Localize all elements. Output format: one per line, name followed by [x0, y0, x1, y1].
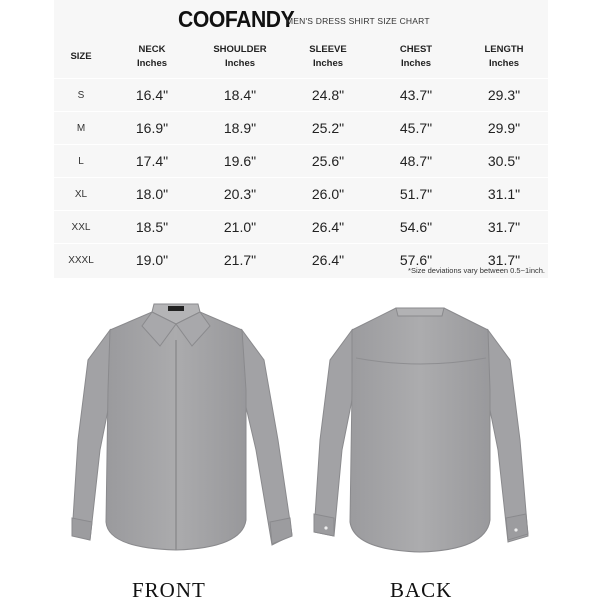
- table-cell: 24.8": [284, 79, 372, 112]
- table-row: [54, 112, 548, 145]
- table-cell: 29.9": [460, 112, 548, 145]
- back-collar: [396, 308, 444, 316]
- front-right-cuff: [270, 518, 292, 544]
- chart-header: [54, 4, 548, 36]
- table-cell: 26.4": [284, 211, 372, 244]
- table-cell: 57.6": [372, 244, 460, 277]
- table-cell: 43.7": [372, 79, 460, 112]
- shirt-back-image: [300, 300, 540, 560]
- table-cell: 45.7": [372, 112, 460, 145]
- front-left-cuff: [72, 518, 92, 540]
- table-cell: 18.4": [196, 79, 284, 112]
- table-cell: 16.4": [108, 79, 196, 112]
- table-cell: 31.7": [460, 244, 548, 277]
- table-cell: 26.0": [284, 178, 372, 211]
- header-length: LENGTH Inches: [484, 44, 524, 69]
- header-shoulder: SHOULDER Inches: [213, 44, 267, 69]
- header-neck: NECK Inches: [136, 44, 168, 69]
- table-cell: 26.4": [284, 244, 372, 277]
- table-cell: 51.7": [372, 178, 460, 211]
- size-deviation-note: *Size deviations vary between 0.5~1inch.: [408, 266, 545, 275]
- table-cell: L: [54, 145, 108, 178]
- shirt-front-image: [60, 300, 300, 560]
- back-caption: BACK: [390, 578, 453, 602]
- table-row: [54, 211, 548, 244]
- header-chest: CHEST Inches: [399, 44, 433, 69]
- table-cell: XXXL: [54, 244, 108, 277]
- back-body: [350, 308, 490, 552]
- table-cell: S: [54, 79, 108, 112]
- table-cell: XL: [54, 178, 108, 211]
- front-right-sleeve: [242, 330, 292, 545]
- back-right-cuff-button: [514, 528, 517, 531]
- chart-title: MEN'S DRESS SHIRT SIZE CHART: [286, 16, 430, 26]
- back-left-cuff: [314, 514, 334, 536]
- table-cell: 18.9": [196, 112, 284, 145]
- size-table: [54, 36, 548, 276]
- table-cell: 31.1": [460, 178, 548, 211]
- table-row: [54, 79, 548, 112]
- front-caption: FRONT: [132, 578, 206, 602]
- table-cell: 18.5": [108, 211, 196, 244]
- table-cell: 20.3": [196, 178, 284, 211]
- table-cell: 19.6": [196, 145, 284, 178]
- back-left-cuff-button: [324, 526, 327, 529]
- brand-logo: COOFANDY: [178, 6, 295, 32]
- back-right-sleeve: [486, 330, 528, 542]
- table-cell: 17.4": [108, 145, 196, 178]
- table-cell: 25.6": [284, 145, 372, 178]
- table-cell: 54.6": [372, 211, 460, 244]
- table-row: [54, 145, 548, 178]
- front-neck-label: [168, 306, 184, 311]
- table-cell: XXL: [54, 211, 108, 244]
- header-sleeve: SLEEVE Inches: [309, 44, 347, 69]
- table-cell: 19.0": [108, 244, 196, 277]
- table-cell: 29.3": [460, 79, 548, 112]
- table-cell: 18.0": [108, 178, 196, 211]
- table-cell: M: [54, 112, 108, 145]
- table-cell: 21.0": [196, 211, 284, 244]
- back-left-sleeve: [314, 330, 354, 536]
- table-cell: 48.7": [372, 145, 460, 178]
- table-row: [54, 178, 548, 211]
- table-cell: 30.5": [460, 145, 548, 178]
- table-cell: 31.7": [460, 211, 548, 244]
- table-header-row: [54, 36, 548, 79]
- table-cell: 25.2": [284, 112, 372, 145]
- table-cell: 16.9": [108, 112, 196, 145]
- table-cell: 21.7": [196, 244, 284, 277]
- header-size: SIZE: [70, 51, 92, 62]
